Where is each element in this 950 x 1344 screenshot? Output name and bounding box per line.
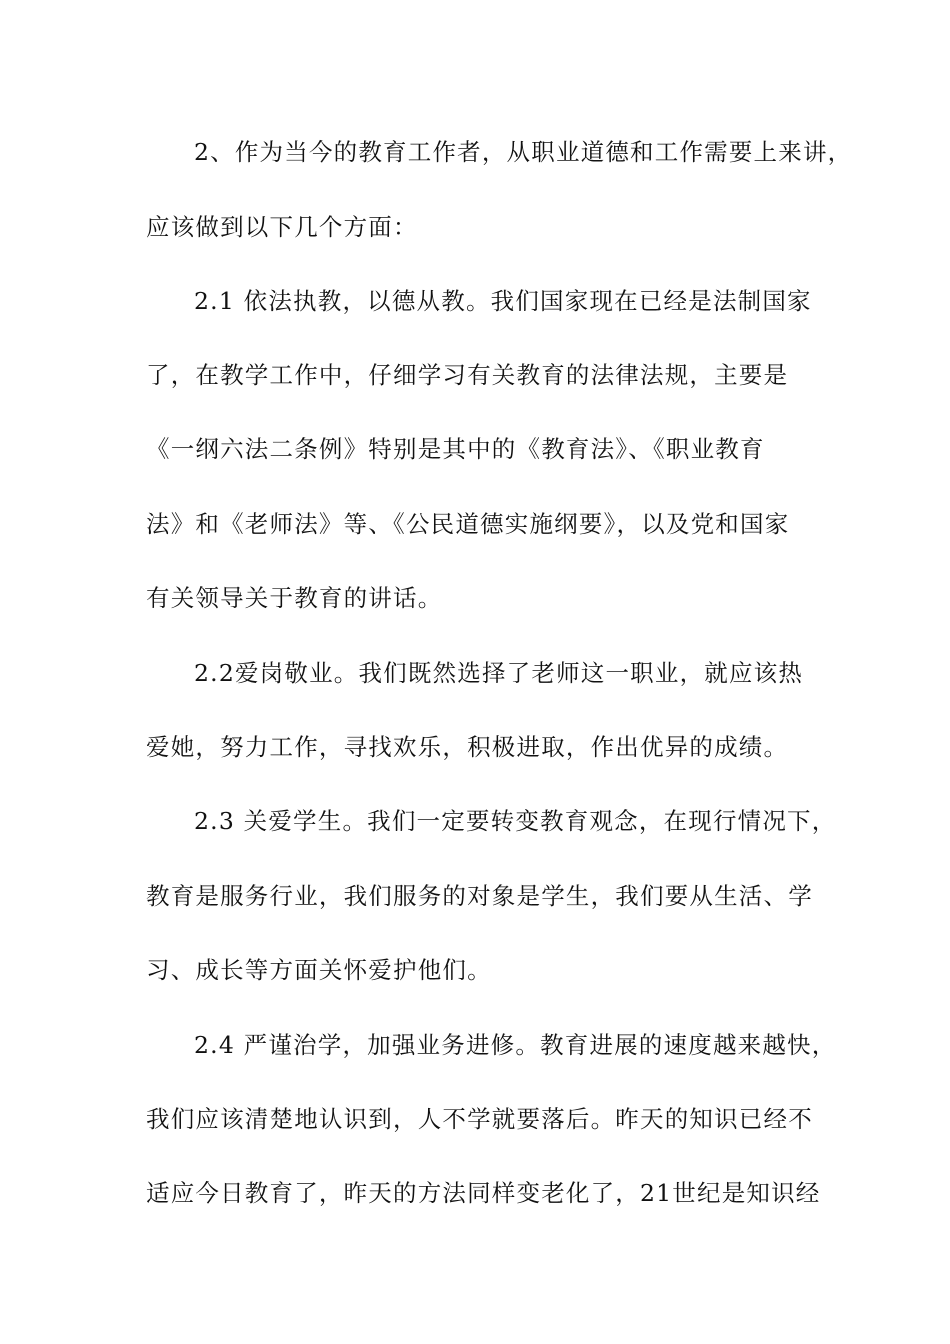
text-line: 2、作为当今的教育工作者，从职业道德和工作需要上来讲， bbox=[194, 138, 853, 166]
text-line: 适应今日教育了，昨天的方法同样变老化了，21世纪是知识经 bbox=[146, 1179, 821, 1207]
text-line: 应该做到以下几个方面： bbox=[146, 213, 418, 241]
text-line: 习、成长等方面关怀爱护他们。 bbox=[146, 956, 492, 984]
text-line: 2.2爱岗敬业。我们既然选择了老师这一职业，就应该热 bbox=[194, 659, 804, 687]
text-line: 爱她，努力工作，寻找欢乐，积极进取，作出优异的成绩。 bbox=[146, 733, 789, 761]
text-line: 法》和《老师法》等、《公民道德实施纲要》，以及党和国家 bbox=[146, 510, 790, 538]
text-line: 《一纲六法二条例》特别是其中的《教育法》、《职业教育 bbox=[146, 435, 765, 463]
text-line: 教育是服务行业，我们服务的对象是学生，我们要从生活、学 bbox=[146, 882, 813, 910]
text-line: 2.3 关爱学生。我们一定要转变教育观念，在现行情况下， bbox=[194, 807, 837, 835]
text-line: 2.1 依法执教，以德从教。我们国家现在已经是法制国家 bbox=[194, 287, 812, 315]
text-line: 我们应该清楚地认识到，人不学就要落后。昨天的知识已经不 bbox=[146, 1105, 813, 1133]
text-line: 2.4 严谨治学，加强业务进修。教育进展的速度越来越快， bbox=[194, 1031, 837, 1059]
text-line: 了，在教学工作中，仔细学习有关教育的法律法规，主要是 bbox=[146, 361, 789, 389]
text-line: 有关领导关于教育的讲话。 bbox=[146, 584, 443, 612]
